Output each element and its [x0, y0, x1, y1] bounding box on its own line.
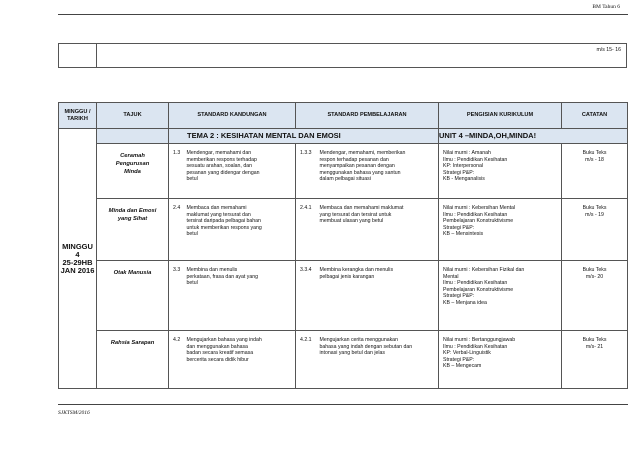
header-standard-kandungan: STANDARD KANDUNGAN: [169, 103, 296, 129]
tajuk-cell: Ceramah Pengurusan Minda: [97, 144, 169, 199]
week-date-cell: MINGGU 4 25-29HB JAN 2016: [59, 129, 97, 389]
sp-number: 1.3.3: [296, 144, 320, 199]
theme-spacer: [97, 129, 169, 144]
header-rule: [58, 14, 628, 15]
sp-number: 3.3.4: [296, 261, 320, 331]
table-row: [59, 261, 628, 331]
lesson-plan-table: [58, 102, 628, 389]
catatan-text: Buku Teks m/s- 21: [562, 331, 628, 389]
sk-text: Mendengar, memahami dan memberikan respons terhadap sesuatu arahan, soalan, dan pesanan yang didengar dengan betul: [187, 144, 296, 199]
header-tajuk: TAJUK: [97, 103, 169, 129]
previous-week-cell: [59, 44, 97, 68]
header-pengisian-kurikulum: PENGISIAN KURIKULUM: [439, 103, 562, 129]
sk-text: Membina dan menulis perkataan, frasa dan ayat yang betul: [187, 261, 296, 331]
previous-week-row-table: [58, 43, 627, 68]
page-footer: SJKTSM/2016: [58, 410, 90, 416]
page-header: BM Tahun 6: [592, 4, 620, 10]
footer-rule: [58, 404, 628, 405]
theme-row: [59, 129, 628, 144]
theme-title: TEMA 2 : KESIHATAN MENTAL DAN EMOSI: [169, 129, 439, 144]
sp-text: Mendengar, memahami, memberikan respon terhadap pesanan dan menyampaikan pesanan dengan menggunakan bahasa yang santun dalam pelbagai situasi: [320, 144, 439, 199]
sp-text: Membina kerangka dan menulis pelbagai jenis karangan: [320, 261, 439, 331]
table-row: [59, 331, 628, 389]
header-catatan: CATATAN: [562, 103, 628, 129]
table-row: [59, 199, 628, 261]
sp-number: 2.4.1: [296, 199, 320, 261]
sp-number: 4.2.1: [296, 331, 320, 389]
sk-text: Mengujarkan bahasa yang indah dan menggunakan bahasa badan secara kreatif semasa bercerita secara didik hibur: [187, 331, 296, 389]
header-standard-pembelajaran: STANDARD PEMBELAJARAN: [296, 103, 439, 129]
pk-text: Nilai murni : Kebersihan Mental Ilmu : Pendidikan Kesihatan Pembelajaran Konstruktivisme Strategi P&P: KB – Mensintesis: [439, 199, 562, 261]
pk-text: Nilai murni : Bertanggungjawab Ilmu : Pendidikan Kesihatan KP: Verbal-Linguistik Strategi P&P: KB – Mengecam: [439, 331, 562, 389]
sp-text: Mengujarkan cerita menggunakan bahasa yang indah dengan sebutan dan intonasi yang betul dan jelas: [320, 331, 439, 389]
sp-text: Membaca dan memahami maklumat yang tersurat dan tersirat untuk membuat ulasan yang betul: [320, 199, 439, 261]
catatan-text: Buku Teks m/s - 18: [562, 144, 628, 199]
previous-week-note: m/s 15- 16: [97, 44, 627, 68]
sk-text: Membaca dan memahami maklumat yang tersurat dan tersirat daripada pelbagai bahan untuk memberikan respons yang betul: [187, 199, 296, 261]
catatan-text: Buku Teks m/s - 19: [562, 199, 628, 261]
pk-text: Nilai murni : Kebersihan Fizikal dan Mental Ilmu : Pendidikan Kesihatan Pembelajaran Konstruktivisme Strategi P&P: KB – Menjana idea: [439, 261, 562, 331]
tajuk-cell: Otak Manusia: [97, 261, 169, 331]
pk-text: Nilai murni : Amanah Ilmu : Pendidikan Kesihatan KP: Interpersonal Strategi P&P: KB - Menganalisis: [439, 144, 562, 199]
header-minggu: MINGGU / TARIKH: [59, 103, 97, 129]
catatan-text: Buku Teks m/s- 20: [562, 261, 628, 331]
tajuk-cell: Rahsia Sarapan: [97, 331, 169, 389]
tajuk-cell: Minda dan Emosi yang Sihat: [97, 199, 169, 261]
table-row: [59, 144, 628, 199]
sk-number: 3.3: [169, 261, 187, 331]
sk-number: 2.4: [169, 199, 187, 261]
unit-title: UNIT 4 –MINDA,OH,MINDA!: [439, 129, 628, 144]
previous-week-row: [59, 44, 627, 68]
sk-number: 4.2: [169, 331, 187, 389]
table-header-row: [59, 103, 628, 129]
sk-number: 1.3: [169, 144, 187, 199]
